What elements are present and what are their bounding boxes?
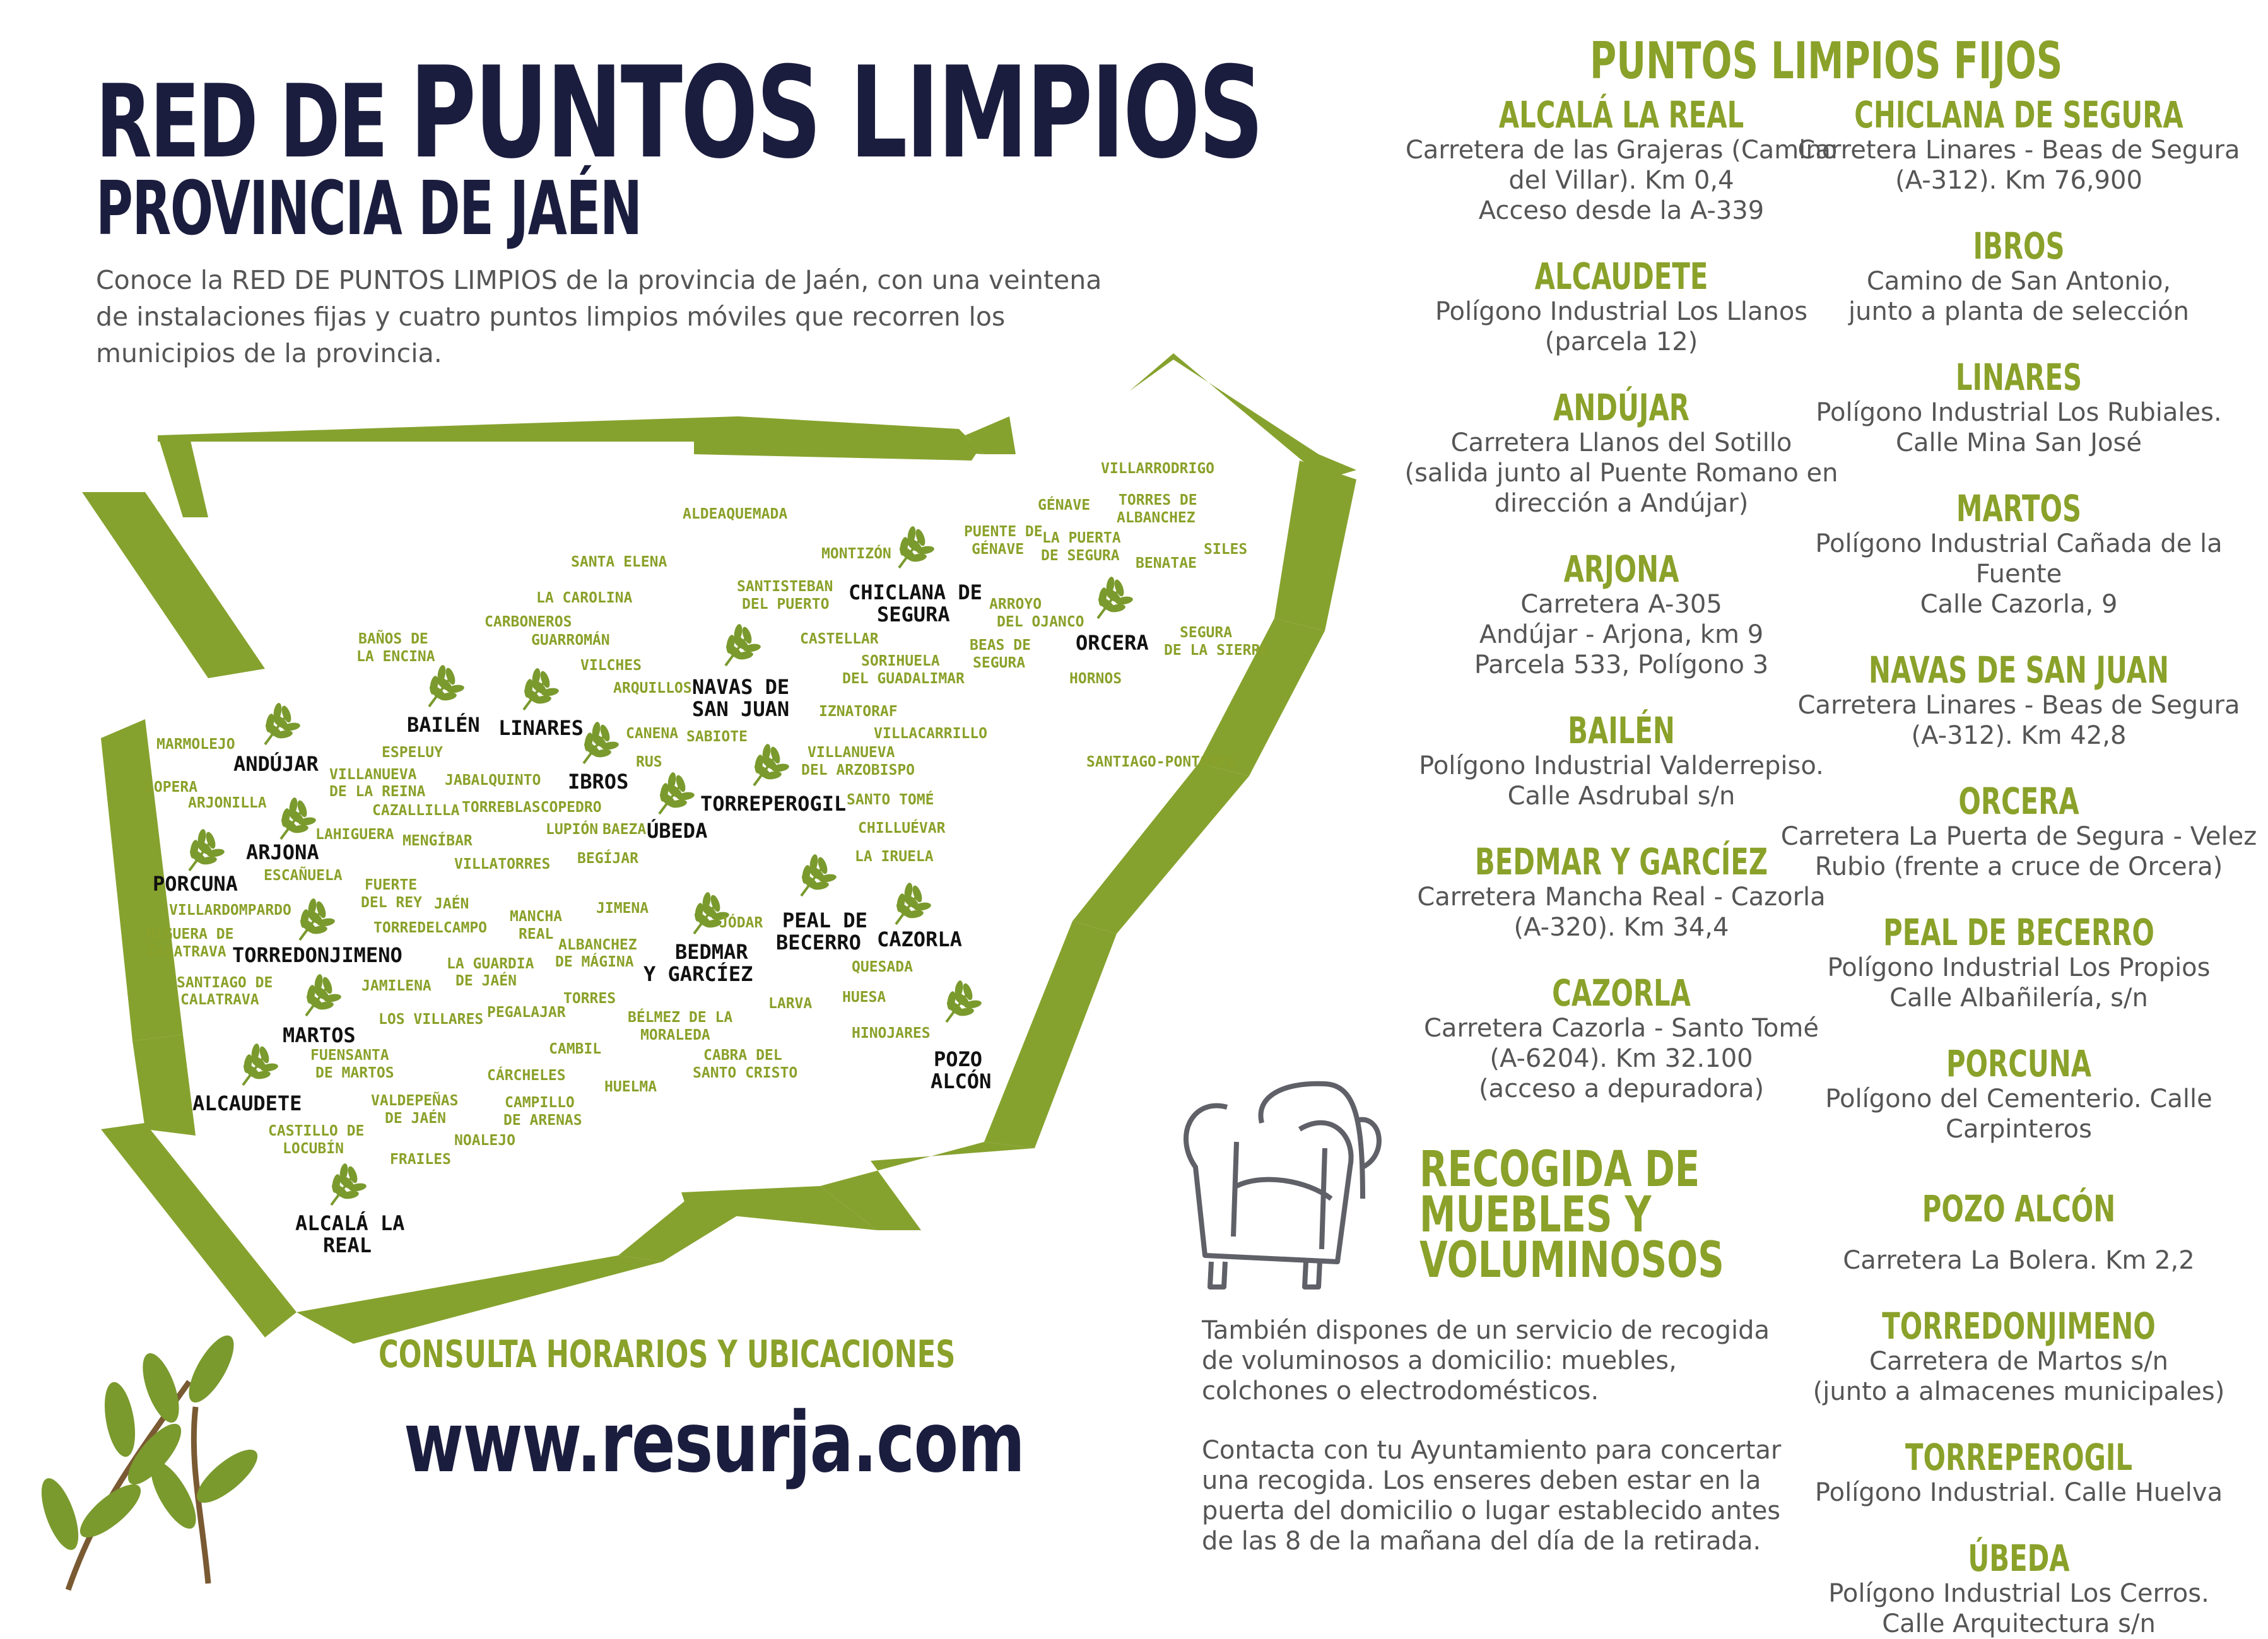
leaf-icon: [73, 1476, 148, 1546]
town-label: IZNATORAF: [819, 703, 898, 720]
town-label: RUS: [636, 754, 662, 770]
town-label: SANTISTEBAN: [737, 579, 833, 595]
town-label: GUARROMÁN: [531, 632, 610, 649]
recogida-text-1: También dispones de un servicio de recogida de voluminosos a domicilio: muebles, colchones o electrodomésticos.: [1202, 1316, 1770, 1406]
olive-branch-icon: [582, 721, 620, 763]
town-label: VILLACARRILLO: [874, 726, 988, 742]
address-line: Calle Asdrubal s/n: [1507, 782, 1736, 811]
address-line: Fuente: [1975, 560, 2062, 589]
town-label: TORREDELCAMPO: [373, 920, 488, 936]
address-line: Calle Arquitectura s/n: [1882, 1609, 2156, 1638]
address-line: Carretera de las Grajeras (Camino: [1405, 136, 1838, 165]
town-label: SEGURA: [973, 655, 1026, 671]
address-line: Carretera La Puerta de Segura - Velez: [1780, 822, 2257, 851]
town-label: MARMOLEJO: [156, 736, 235, 753]
border-right-lower: [1072, 763, 1249, 934]
address-line: junto a planta de selección: [1848, 297, 2189, 326]
town-label: DE JAÉN: [385, 1110, 446, 1127]
town-label: JIMENA: [596, 900, 649, 917]
address-line: Carretera La Bolera. Km 2,2: [1843, 1246, 2195, 1275]
fijos-title: PUNTOS LIMPIOS FIJOS: [1590, 32, 2063, 90]
town-label: REAL: [519, 926, 554, 943]
town-label: ESCAÑUELA: [264, 867, 343, 884]
border-bottom-left: [297, 1255, 662, 1344]
point-entry: [1779, 1306, 2259, 1407]
address-line: Carretera Mancha Real - Cazorla: [1417, 883, 1826, 912]
point-name: PEAL DE BECERRO: [1883, 911, 2154, 954]
town-label: CALATRAVA: [180, 992, 259, 1008]
map-label-bailen: BAILÉN: [407, 713, 480, 737]
town-label: ARROYO: [989, 596, 1042, 613]
town-label: FUERTE: [365, 877, 418, 893]
point-name: IBROS: [1973, 225, 2065, 267]
map-label-ibros: IBROS: [568, 770, 629, 794]
town-label: VILLARRODRIGO: [1101, 461, 1215, 477]
map-label-alcaudete: ALCAUDETE: [192, 1091, 302, 1115]
border-bottom-right-cap: [618, 1199, 744, 1262]
map-label-martos: MARTOS: [283, 1023, 356, 1047]
address-line: (salida junto al Puente Romano en: [1404, 459, 1838, 488]
town-label: SILES: [1204, 541, 1248, 558]
olive-branch-icon: [894, 882, 932, 924]
address-line: Camino de San Antonio,: [1866, 267, 2171, 296]
point-name: BAILÉN: [1568, 709, 1675, 752]
town-label: DE MARTOS: [315, 1065, 394, 1081]
map-label-pozo-2: ALCÓN: [931, 1069, 992, 1093]
point-name: POZO ALCÓN: [1922, 1187, 2116, 1230]
town-label: VILLARDOMPARDO: [169, 902, 291, 919]
town-label: VILLATORRES: [454, 856, 551, 872]
point-name: ALCALÁ LA REAL: [1498, 93, 1744, 136]
town-label: GÉNAVE: [1038, 497, 1091, 514]
town-label: ARJONILLA: [188, 795, 267, 811]
town-label: VILLANUEVA: [808, 744, 895, 761]
fijos-column-right: [1779, 95, 2259, 1639]
leaf-icon: [100, 1380, 140, 1459]
address-line: (parcela 12): [1544, 327, 1698, 356]
address-line: (acceso a depuradora): [1478, 1074, 1765, 1103]
town-label: DEL PUERTO: [742, 596, 830, 613]
point-entry: [1779, 650, 2259, 751]
border-top-left: [158, 416, 770, 442]
olive-branch-icon: [522, 667, 560, 710]
map-label-navas-2: SAN JUAN: [692, 697, 790, 721]
town-label: JAÉN: [434, 896, 469, 912]
town-label: DEL OJANCO: [997, 614, 1084, 630]
town-label: NOALEJO: [454, 1132, 515, 1149]
town-label: CAZALLILLA: [372, 802, 460, 819]
map-label-cazorla: CAZORLA: [877, 927, 962, 951]
town-label: PEGALAJAR: [487, 1004, 566, 1021]
leaf-icon: [135, 1349, 186, 1427]
map-label-andujar: ANDÚJAR: [233, 752, 319, 776]
address-line: Carretera de Martos s/n: [1869, 1347, 2168, 1376]
olive-branch-icon: [329, 1163, 367, 1205]
address-line: Rubio (frente a cruce de Orcera): [1814, 852, 2223, 881]
town-label: LA ENCINA: [356, 649, 435, 665]
point-entry: [1779, 1043, 2259, 1144]
town-label: BÉLMEZ DE LA: [628, 1009, 733, 1026]
page-subtitle: PROVINCIA DE JAÉN: [96, 165, 642, 252]
point-name: ÚBEDA: [1968, 1537, 2070, 1580]
map-label-alcala: ALCALÁ LA: [295, 1211, 405, 1235]
town-label: GÉNAVE: [972, 541, 1025, 558]
address-line: Carretera Llanos del Sotillo: [1450, 428, 1792, 457]
address-line: Calle Mina San José: [1896, 428, 2142, 457]
armchair-icon: [1186, 1084, 1379, 1287]
olive-branch-icon: [263, 702, 301, 744]
address-line: (A-312). Km 76,900: [1895, 166, 2142, 195]
map-label-chiclana-2: SEGURA: [877, 602, 950, 626]
town-label: FUENSANTA: [310, 1047, 389, 1064]
address-line: (A-6204). Km 32.100: [1489, 1044, 1753, 1073]
olive-branch-icon: [279, 797, 317, 839]
town-label: DE LA REINA: [329, 784, 426, 800]
address-line: Polígono del Cementerio. Calle: [1825, 1084, 2212, 1113]
town-label: LA PUERTA: [1042, 530, 1121, 546]
town-label: LOS VILLARES: [379, 1011, 484, 1028]
town-label: SORIHUELA: [861, 653, 940, 669]
town-label: SANTIAGO-PONTONES: [1086, 754, 1235, 770]
town-label: CÁRCHELES: [487, 1067, 566, 1084]
town-label: LA CAROLINA: [536, 590, 633, 606]
point-entry: [1779, 912, 2259, 1013]
town-label: HUELMA: [604, 1079, 657, 1095]
leaf-icon: [34, 1474, 86, 1554]
map-label-navas: NAVAS DE: [692, 675, 790, 699]
olive-branch-icon: [657, 772, 695, 814]
town-label: DE ARENAS: [503, 1112, 582, 1129]
address-line: Carretera Linares - Beas de Segura: [1797, 136, 2240, 165]
map-label-peal: PEAL DE: [782, 908, 867, 932]
town-label: LOCUBÍN: [283, 1141, 344, 1157]
address-line: Polígono Industrial Los Cerros.: [1828, 1579, 2209, 1608]
town-label: LOPERA: [145, 779, 198, 796]
town-label: HORNOS: [1069, 671, 1122, 687]
border-left-upper: [82, 492, 265, 678]
recogida-title: [1419, 1141, 1724, 1289]
border-bottom-right: [984, 921, 1117, 1148]
map-label-pozo: POZO: [934, 1047, 983, 1071]
recogida-title-line: MUEBLES Y: [1419, 1187, 1652, 1243]
address-line: Carretera A-305: [1520, 590, 1722, 619]
recogida-text-2: Contacta con tu Ayuntamiento para concertar una recogida. Los enseres deben estar en la puerta del domicilio o lugar establecido antes de las 8 de la mañana del día de la retirada.: [1202, 1436, 1782, 1556]
town-label: BEGÍJAR: [577, 850, 638, 867]
point-entry: [1779, 781, 2259, 882]
town-label: HUESA: [842, 989, 886, 1006]
point-entry: [1779, 95, 2259, 196]
address-line: (junto a almacenes municipales): [1813, 1377, 2225, 1406]
point-entry: [1779, 1189, 2259, 1276]
border-right-upper: [1274, 461, 1356, 631]
town-label: CABRA DEL: [703, 1047, 782, 1064]
address-line: Carpinteros: [1946, 1115, 2092, 1144]
town-label: HINOJARES: [852, 1025, 931, 1042]
olive-branch-icon: [752, 743, 790, 785]
address-line: (A-320). Km 34,4: [1513, 913, 1729, 942]
olive-branch-icon: [724, 623, 761, 666]
town-label: JAMILENA: [361, 978, 432, 994]
title-part-2: PUNTOS LIMPIOS: [409, 40, 1262, 187]
town-label: BEAS DE: [970, 637, 1031, 654]
town-label: SANTO TOMÉ: [847, 792, 934, 808]
map-label-bedmar: BEDMAR: [675, 940, 748, 964]
town-label: TORRES: [563, 990, 616, 1007]
map-label-orcera: ORCERA: [1076, 631, 1149, 655]
point-entry: [1779, 226, 2259, 327]
point-entry: [1779, 1538, 2259, 1639]
olive-branch-icon: [304, 973, 342, 1016]
leaf-icon: [180, 1329, 242, 1409]
olive-branch-icon: [799, 854, 837, 896]
town-label: JABALQUINTO: [445, 772, 541, 789]
town-label: VILLANUEVA: [329, 767, 417, 783]
map-label-porcuna: PORCUNA: [153, 872, 238, 896]
town-label: LAHIGUERA: [315, 826, 394, 843]
border-bottom-corner: [101, 1123, 297, 1337]
town-label: QUESADA: [852, 959, 913, 975]
town-label: HIGUERA DE: [146, 926, 234, 943]
town-label: CAMBIL: [549, 1041, 602, 1057]
map-label-ubeda: ÚBEDA: [647, 819, 708, 843]
map-label-torreperogil: TORREPEROGIL: [700, 792, 847, 816]
point-name: ORCERA: [1958, 780, 2079, 823]
decorative-branches: [34, 1329, 265, 1590]
address-line: del Villar). Km 0,4: [1508, 166, 1734, 195]
town-label: DE LA SIERRA: [1164, 642, 1269, 659]
town-label: PUENTE DE: [964, 524, 1043, 540]
town-label: CALATRAVA: [148, 944, 226, 960]
olive-branch-icon: [944, 980, 982, 1022]
town-label: CANENA: [626, 726, 679, 742]
map-label-peal-2: BECERRO: [776, 931, 861, 955]
olive-branch-icon: [427, 664, 465, 707]
olive-branch-icon: [187, 828, 225, 871]
town-label: SABIOTE: [686, 729, 748, 745]
point-name: CHICLANA DE SEGURA: [1854, 93, 2183, 136]
point-icons: [187, 526, 1134, 1205]
town-label: TORREBLASCOPEDRO: [462, 799, 602, 816]
town-label: DEL GUADALIMAR: [842, 671, 965, 687]
point-name: CAZORLA: [1552, 972, 1691, 1014]
point-name: ANDÚJAR: [1553, 386, 1689, 429]
address-line: Acceso desde la A-339: [1478, 196, 1765, 225]
town-label: VALDEPEÑAS: [371, 1093, 459, 1109]
address-line: Carretera Cazorla - Santo Tomé: [1424, 1014, 1819, 1043]
address-line: dirección a Andújar): [1494, 489, 1749, 518]
town-label: ESPELUY: [382, 744, 443, 761]
olive-branch-icon: [298, 898, 336, 940]
town-label: CAMPILLO: [505, 1095, 575, 1111]
town-label: ARQUILLOS: [613, 680, 692, 696]
town-label: CASTILLO DE: [268, 1123, 365, 1139]
olive-branch-icon: [241, 1043, 279, 1085]
map-label-linares: LINARES: [498, 716, 584, 740]
town-label: SANTA ELENA: [571, 554, 667, 570]
point-name: NAVAS DE SAN JUAN: [1869, 649, 2169, 691]
point-entry: [1779, 488, 2259, 620]
town-label: JÓDAR: [719, 915, 763, 931]
address-line: Polígono Industrial Valderrepiso.: [1419, 751, 1824, 780]
point-name: BEDMAR Y GARCÍEZ: [1474, 840, 1768, 883]
map-label-bedmar-2: Y GARCÍEZ: [643, 962, 753, 986]
leaf-icon: [189, 1442, 265, 1512]
intro-text: Conoce la RED DE PUNTOS LIMPIOS de la provincia de Jaén, con una veintena de instalaciones fijas y cuatro puntos limpios móviles que recorren los municipios de la provincia.: [96, 265, 1102, 368]
town-label: BAEZA: [602, 821, 647, 838]
point-name: TORREDONJIMENO: [1882, 1305, 2156, 1348]
town-label: SANTIAGO DE: [177, 975, 273, 991]
town-label: DEL ARZOBISPO: [801, 762, 915, 778]
border-left-bottom: [132, 1035, 196, 1136]
town-label: MANCHA: [510, 908, 563, 925]
website-link[interactable]: www.resurja.com: [404, 1394, 1025, 1491]
town-label: BENATAE: [1136, 555, 1197, 572]
town-label: FRAILES: [390, 1151, 451, 1168]
border-left-top: [158, 435, 208, 517]
town-label: MENGÍBAR: [402, 833, 473, 849]
town-label: DE JAÉN: [455, 973, 517, 989]
olive-branch-icon: [897, 526, 935, 568]
address-line: Polígono Industrial Cañada de la: [1815, 529, 2223, 558]
olive-branch-icon: [1096, 576, 1134, 618]
town-label: DEL REY: [361, 895, 422, 911]
town-label: LA GUARDIA: [447, 956, 534, 972]
address-line: Polígono Industrial Los Propios: [1827, 953, 2211, 982]
town-label: DE MÁGINA: [555, 954, 634, 970]
recogida-title-line: RECOGIDA DE: [1419, 1141, 1700, 1198]
address-line: Calle Cazorla, 9: [1920, 590, 2118, 619]
address-line: Parcela 533, Polígono 3: [1474, 650, 1769, 679]
consulta-text: CONSULTA HORARIOS Y UBICACIONES: [379, 1332, 956, 1377]
map-label-arjona: ARJONA: [246, 840, 319, 864]
address-line: (A-312). Km 42,8: [1911, 721, 2127, 750]
address-line: Andújar - Arjona, km 9: [1479, 620, 1764, 649]
town-label: ALDEAQUEMADA: [683, 506, 788, 522]
town-label: ALBANCHEZ: [1117, 510, 1196, 526]
point-name: TORREPEROGIL: [1905, 1436, 2133, 1479]
address-line: Polígono Industrial. Calle Huelva: [1814, 1478, 2223, 1507]
town-label: CHILLUÉVAR: [858, 820, 946, 837]
map-label-alcala-2: REAL: [323, 1233, 372, 1257]
address-line: Polígono Industrial Los Rubiales.: [1816, 398, 2222, 427]
town-label: MORALEDA: [640, 1027, 710, 1043]
town-label: SANTO CRISTO: [693, 1065, 798, 1081]
town-label: ALBANCHEZ: [558, 937, 637, 953]
town-label: DE SEGURA: [1041, 548, 1120, 564]
town-label: VILCHES: [580, 657, 642, 674]
recogida-title-line: VOLUMINOSOS: [1419, 1232, 1724, 1289]
point-name: ARJONA: [1563, 548, 1679, 590]
town-label: BAÑOS DE: [358, 631, 428, 647]
town-label: LARVA: [768, 996, 813, 1012]
point-name: ALCAUDETE: [1534, 255, 1708, 298]
point-entry: [1779, 1437, 2259, 1508]
point-name: LINARES: [1955, 356, 2083, 399]
town-label: TORRES DE: [1119, 492, 1197, 508]
address-line: Polígono Industrial Los Llanos: [1435, 297, 1808, 326]
map-label-torredonjimeno: TORREDONJIMENO: [232, 943, 402, 967]
point-name: MARTOS: [1956, 487, 2082, 530]
address-line: Carretera Linares - Beas de Segura: [1797, 691, 2240, 720]
map-label-chiclana: CHICLANA DE: [849, 580, 982, 604]
point-name: PORCUNA: [1946, 1042, 2092, 1085]
town-label: CARBONEROS: [485, 614, 572, 630]
town-label: MONTIZÓN: [821, 546, 891, 562]
address-line: Calle Albañilería, s/n: [1889, 984, 2148, 1013]
town-label: CASTELLAR: [800, 631, 879, 647]
title-part-1: RED DE: [96, 62, 410, 180]
point-entry: [1779, 357, 2259, 458]
town-label: SEGURA: [1180, 625, 1233, 641]
town-label: LA IRUELA: [855, 849, 934, 865]
town-label: LUPIÓN: [546, 821, 599, 838]
